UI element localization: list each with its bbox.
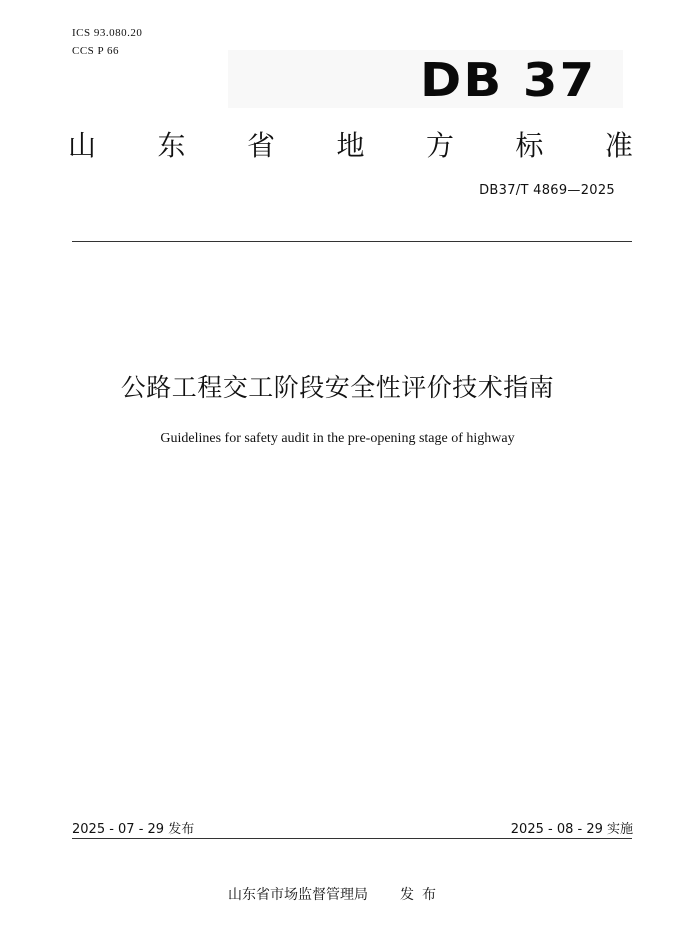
standard-number: DB37/T 4869—2025 (479, 183, 615, 198)
bottom-divider (72, 838, 632, 839)
top-divider (72, 241, 632, 242)
standard-type-char: 省 (246, 129, 275, 162)
issue-date: 2025 - 07 - 29 发布 (72, 822, 195, 837)
standard-type-char: 山 (68, 129, 97, 162)
standard-type-char: 地 (336, 129, 365, 162)
publish-action: 发布 (400, 887, 444, 903)
standard-type-char: 准 (604, 129, 633, 162)
publisher-line (228, 884, 444, 904)
ics-code: ICS 93.080.20 (72, 27, 143, 39)
document-title-chinese: 公路工程交工阶段安全性评价技术指南 (120, 373, 555, 402)
standard-type-heading (68, 128, 633, 164)
ccs-code: CCS P 66 (72, 45, 120, 57)
standard-type-char: 方 (425, 129, 454, 162)
implementation-date: 2025 - 08 - 29 实施 (510, 822, 633, 837)
standard-type-char: 东 (157, 129, 186, 162)
document-title-english: Guidelines for safety audit in the pre-opening stage of highway (160, 431, 515, 446)
db37-logo: DB 37 (420, 53, 597, 107)
standard-type-char: 标 (515, 129, 544, 162)
publisher-name: 山东省市场监督管理局 (228, 887, 368, 903)
